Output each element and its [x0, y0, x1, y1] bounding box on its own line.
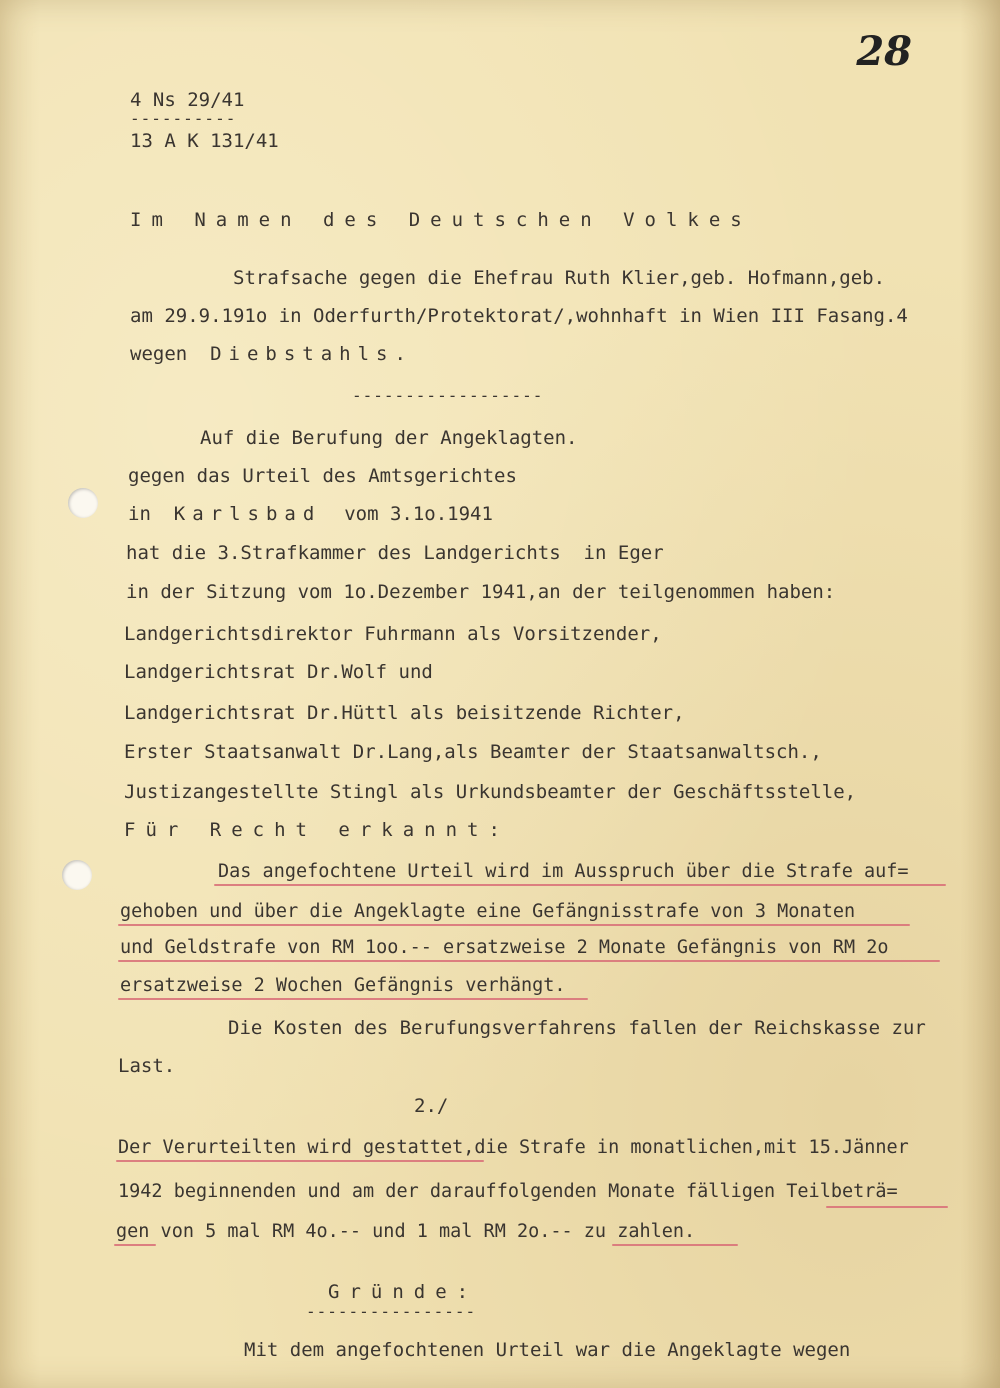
- verdict-line-1: Das angefochtene Urteil wird im Ausspruch über die Strafe auf=: [218, 861, 909, 882]
- case-line-3: [130, 342, 413, 366]
- page-number: 28: [856, 28, 912, 75]
- verdict-line-5: Die Kosten des Berufungsverfahrens fallen der Reichskasse zur: [228, 1017, 926, 1039]
- file-ref-separator: ----------: [130, 109, 237, 128]
- appeal-line-3: [128, 502, 493, 526]
- section-2-marker: 2./: [414, 1095, 449, 1117]
- case-line-3-prefix: wegen: [130, 343, 188, 365]
- case-line-2: am 29.9.191o in Oderfurth/Protektorat/,wohnhaft in Wien III Fasang.4: [130, 305, 908, 327]
- verdict-line-3: und Geldstrafe von RM 1oo.-- ersatzweise 2 Monate Gefängnis von RM 2o: [120, 937, 889, 958]
- pencil-underline: [116, 1160, 484, 1162]
- appeal-court-city: Karlsbad: [173, 503, 322, 525]
- appeal-line-5: in der Sitzung vom 1o.Dezember 1941,an der teilgenommen haben:: [126, 581, 836, 603]
- appeal-line-4: hat die 3.Strafkammer des Landgerichts in Eger: [126, 542, 664, 564]
- pencil-underline: [214, 884, 946, 886]
- punch-hole-top: [68, 488, 98, 518]
- pencil-underline: [612, 1244, 738, 1246]
- divider-1: ------------------: [352, 386, 544, 405]
- appeal-line-6: Landgerichtsdirektor Fuhrmann als Vorsitzender,: [124, 623, 662, 645]
- pencil-underline: [118, 924, 910, 926]
- reasons-divider: ----------------: [306, 1302, 477, 1321]
- pencil-underline: [826, 1206, 948, 1208]
- appeal-line-1: Auf die Berufung der Angeklagten.: [200, 427, 578, 449]
- punch-hole-bottom: [62, 860, 92, 890]
- appeal-line-3-prefix: in: [128, 503, 151, 525]
- section-2-line-3: gen von 5 mal RM 4o.-- und 1 mal RM 2o.-- zu zahlen.: [116, 1221, 696, 1242]
- appeal-line-2: gegen das Urteil des Amtsgerichtes: [128, 465, 517, 487]
- verdict-line-4: ersatzweise 2 Wochen Gefängnis verhängt.: [120, 975, 566, 996]
- section-2-line-2: 1942 beginnenden und am der darauffolgenden Monate fälligen Teilbeträ=: [118, 1181, 898, 1202]
- pencil-underline: [118, 960, 940, 962]
- verdict-line-2: gehoben und über die Angeklagte eine Gefängnisstrafe von 3 Monaten: [120, 901, 856, 922]
- reasons-line-1: Mit dem angefochtenen Urteil war die Angeklagte wegen: [244, 1339, 851, 1361]
- verdict-line-6: Last.: [118, 1055, 176, 1077]
- file-ref-1: 4 Ns 29/41: [130, 89, 245, 111]
- appeal-line-3-date: vom 3.1o.1941: [344, 503, 493, 525]
- appeal-line-9: Erster Staatsanwalt Dr.Lang,als Beamter der Staatsanwaltsch.,: [124, 741, 822, 763]
- appeal-line-10: Justizangestellte Stingl als Urkundsbeamter der Geschäftsstelle,: [124, 781, 857, 803]
- reasons-heading: Gründe:: [328, 1281, 479, 1303]
- appeal-line-7: Landgerichtsrat Dr.Wolf und: [124, 661, 433, 683]
- document-heading: Im Namen des Deutschen Volkes: [130, 209, 752, 231]
- case-offense: Diebstahls.: [210, 343, 413, 365]
- appeal-line-8: Landgerichtsrat Dr.Hüttl als beisitzende Richter,: [124, 702, 685, 724]
- pencil-underline: [114, 1244, 156, 1246]
- appeal-line-11: Für Recht erkannt:: [124, 819, 510, 841]
- case-line-1: Strafsache gegen die Ehefrau Ruth Klier,geb. Hofmann,geb.: [233, 267, 886, 289]
- section-2-line-1: Der Verurteilten wird gestattet,die Strafe in monatlichen,mit 15.Jänner: [118, 1137, 909, 1158]
- file-ref-2: 13 A K 131/41: [130, 130, 279, 152]
- pencil-underline: [118, 998, 588, 1000]
